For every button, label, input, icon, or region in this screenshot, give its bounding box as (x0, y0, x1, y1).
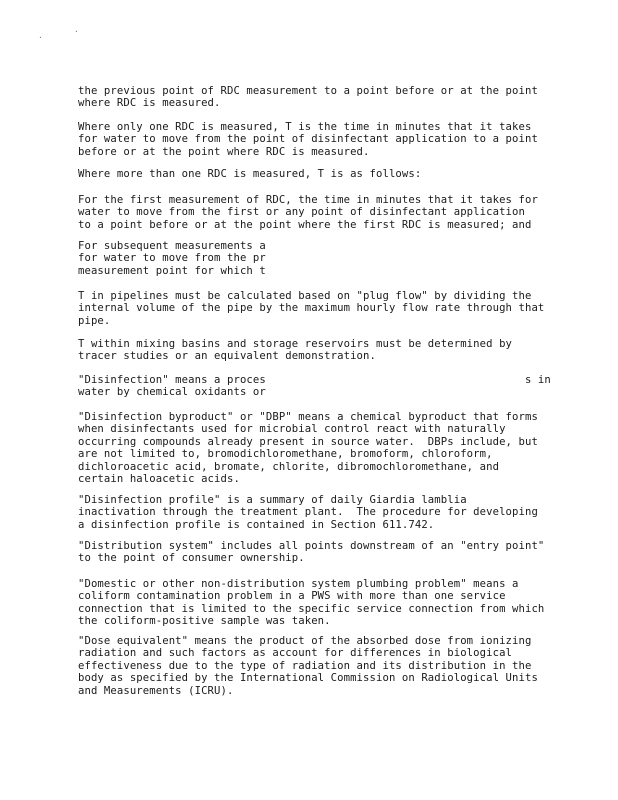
paragraph-first-measurement (78, 194, 543, 231)
text-line: "Domestic or other non-distribution system plumbing problem" means a (78, 578, 519, 590)
text-line: and Measurements (ICRU). (78, 684, 234, 697)
text-line: occurring compounds already present in source water. DBPs include, but (78, 435, 538, 448)
text-line: dichloroacetic acid, bromate, chlorite, dibromochloromethane, and (78, 460, 500, 473)
text-line: Where more than one RDC is measured, T is as follows: (78, 168, 422, 180)
text-line: certain haloacetic acids. (78, 473, 240, 486)
paragraph-domestic-plumbing (78, 578, 543, 628)
text-line: radiation and such factors as account for differences in biological (78, 647, 513, 660)
text-line: "Disinfection profile" is a summary of daily Giardia lamblia (78, 494, 467, 506)
text-line: inactivation through the treatment plant. The procedure for developing (78, 506, 538, 519)
text-line: "Distribution system" includes all points downstream of an "entry point" (78, 540, 545, 552)
paragraph-continuation (78, 85, 543, 110)
paragraph-more-rdc-intro (78, 168, 543, 180)
text-line: when disinfectants used for microbial control react with naturally (78, 423, 506, 436)
text-line: "Dose equivalent" means the product of the absorbed dose from ionizing (78, 635, 532, 647)
text-line: For subsequent measurements a (78, 240, 266, 252)
paragraph-dose-equivalent (78, 635, 543, 697)
text-line: internal volume of the pipe by the maximum hourly flow rate through that (78, 302, 545, 315)
text-line: "Disinfection" means a proces s in (78, 374, 551, 386)
text-line: to a point before or at the point where the first RDC is measured; and (78, 218, 532, 231)
text-line: a disinfection profile is contained in Section 611.742. (78, 518, 435, 531)
text-line: T within mixing basins and storage reservoirs must be determined by (78, 338, 513, 350)
text-line: tracer studies or an equivalent demonstration. (78, 350, 376, 363)
scan-mark: · (38, 33, 43, 42)
paragraph-subsequent-measurements (78, 240, 543, 277)
paragraph-plug-flow (78, 290, 543, 327)
text-line: coliform contamination problem in a PWS with more than one service (78, 590, 506, 603)
text-line: water by chemical oxidants or (78, 386, 266, 399)
paragraph-one-rdc (78, 121, 543, 158)
text-line: effectiveness due to the type of radiation and its distribution in the (78, 659, 532, 672)
text-line: pipe. (78, 314, 111, 327)
text-line: the coliform-positive sample was taken. (78, 615, 331, 628)
scan-mark: · (74, 27, 79, 36)
paragraph-distribution-system (78, 540, 543, 565)
text-line: For the first measurement of RDC, the time in minutes that it takes for (78, 194, 538, 206)
text-line: where RDC is measured. (78, 97, 221, 110)
text-line: Where only one RDC is measured, T is the time in minutes that it takes (78, 121, 532, 133)
text-line: body as specified by the International Commission on Radiological Units (78, 672, 538, 685)
text-line: measurement point for which t (78, 264, 266, 277)
text-line: for water to move from the pr (78, 252, 266, 265)
text-line: connection that is limited to the specific service connection from which (78, 602, 545, 615)
paragraph-dbp (78, 411, 543, 485)
text-line: to the point of consumer ownership. (78, 552, 305, 565)
text-line: water to move from the first or any point of disinfectant application (78, 206, 525, 219)
text-line: for water to move from the point of disinfectant application to a point (78, 133, 538, 146)
text-line: are not limited to, bromodichloromethane, bromoform, chloroform, (78, 448, 493, 461)
paragraph-disinfection-profile (78, 494, 543, 531)
paragraph-mixing-basins (78, 338, 543, 363)
text-line: "Disinfection byproduct" or "DBP" means a chemical byproduct that forms (78, 411, 538, 423)
text-line: before or at the point where RDC is measured. (78, 145, 370, 158)
paragraph-disinfection (78, 374, 551, 399)
text-line: the previous point of RDC measurement to a point before or at the point (78, 85, 538, 97)
text-line: T in pipelines must be calculated based on "plug flow" by dividing the (78, 290, 532, 302)
